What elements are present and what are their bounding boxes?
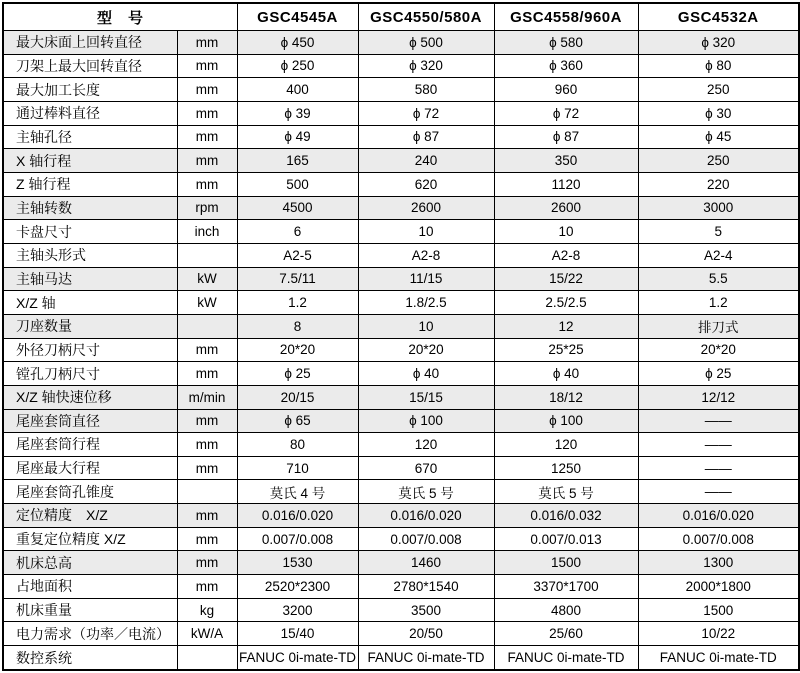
spec-value-gsc4545a: 500 [237,172,358,196]
spec-row [3,646,799,670]
spec-value-gsc4558-960a: 1250 [494,456,638,480]
spec-value-gsc4545a: 2520*2300 [237,575,358,599]
spec-row [3,101,799,125]
spec-row [3,456,799,480]
spec-value-gsc4545a: 20*20 [237,338,358,362]
spec-label: 主轴马达 [3,267,177,291]
spec-value-gsc4545a: ϕ 65 [237,409,358,433]
spec-value-gsc4532a: FANUC 0i-mate-TD [638,646,799,670]
spec-value-gsc4558-960a: FANUC 0i-mate-TD [494,646,638,670]
spec-value-gsc4550-580a: 620 [358,172,494,196]
spec-value-gsc4532a: —— [638,433,799,457]
spec-value-gsc4545a: 3200 [237,598,358,622]
spec-row [3,125,799,149]
spec-value-gsc4532a: 250 [638,149,799,173]
spec-label: X 轴行程 [3,149,177,173]
spec-label: 通过棒料直径 [3,101,177,125]
spec-value-gsc4545a: 莫氏 4 号 [237,480,358,504]
spec-label: 重复定位精度 X/Z [3,527,177,551]
spec-value-gsc4545a: 4500 [237,196,358,220]
spec-value-gsc4550-580a: 670 [358,456,494,480]
spec-value-gsc4532a: 20*20 [638,338,799,362]
spec-row [3,362,799,386]
spec-value-gsc4532a: —— [638,409,799,433]
spec-unit: kW [177,291,237,315]
spec-unit: mm [177,456,237,480]
spec-value-gsc4558-960a: 1500 [494,551,638,575]
spec-label: 外径刀柄尺寸 [3,338,177,362]
spec-value-gsc4558-960a: 350 [494,149,638,173]
spec-value-gsc4550-580a: ϕ 72 [358,101,494,125]
spec-row [3,598,799,622]
spec-value-gsc4545a: 165 [237,149,358,173]
spec-label: 刀座数量 [3,314,177,338]
spec-value-gsc4558-960a: 18/12 [494,385,638,409]
spec-value-gsc4558-960a: 120 [494,433,638,457]
spec-unit: mm [177,551,237,575]
spec-row [3,527,799,551]
spec-label: 最大床面上回转直径 [3,31,177,55]
spec-value-gsc4558-960a: 25*25 [494,338,638,362]
spec-unit: mm [177,101,237,125]
spec-unit [177,243,237,267]
spec-value-gsc4550-580a: 15/15 [358,385,494,409]
spec-value-gsc4550-580a: 20/50 [358,622,494,646]
model-header-label: 型 号 [3,3,237,31]
spec-value-gsc4558-960a: 1120 [494,172,638,196]
spec-unit: inch [177,220,237,244]
spec-value-gsc4545a: 0.016/0.020 [237,504,358,528]
spec-row [3,504,799,528]
spec-value-gsc4558-960a: 10 [494,220,638,244]
spec-unit [177,480,237,504]
spec-value-gsc4545a: 710 [237,456,358,480]
spec-value-gsc4532a: —— [638,480,799,504]
spec-value-gsc4532a: 5 [638,220,799,244]
spec-unit [177,646,237,670]
spec-value-gsc4550-580a: 1460 [358,551,494,575]
spec-value-gsc4550-580a: 2600 [358,196,494,220]
spec-value-gsc4558-960a: 12 [494,314,638,338]
spec-unit: kg [177,598,237,622]
spec-value-gsc4532a: 1500 [638,598,799,622]
spec-label: 主轴头形式 [3,243,177,267]
spec-label: 尾座套筒行程 [3,433,177,457]
spec-value-gsc4532a: 10/22 [638,622,799,646]
spec-value-gsc4532a: 0.007/0.008 [638,527,799,551]
spec-value-gsc4545a: ϕ 39 [237,101,358,125]
spec-value-gsc4550-580a: 10 [358,220,494,244]
spec-value-gsc4550-580a: 1.8/2.5 [358,291,494,315]
spec-row [3,314,799,338]
spec-label: 数控系统 [3,646,177,670]
spec-label: X/Z 轴快速位移 [3,385,177,409]
spec-row [3,243,799,267]
spec-value-gsc4545a: 8 [237,314,358,338]
spec-value-gsc4532a: 12/12 [638,385,799,409]
spec-value-gsc4550-580a: 20*20 [358,338,494,362]
spec-value-gsc4558-960a: 莫氏 5 号 [494,480,638,504]
spec-value-gsc4558-960a: 15/22 [494,267,638,291]
spec-value-gsc4545a: 6 [237,220,358,244]
spec-unit: mm [177,409,237,433]
spec-value-gsc4550-580a: FANUC 0i-mate-TD [358,646,494,670]
spec-value-gsc4532a: 0.016/0.020 [638,504,799,528]
spec-label: 定位精度 X/Z [3,504,177,528]
spec-unit: mm [177,575,237,599]
spec-label: 机床重量 [3,598,177,622]
spec-value-gsc4545a: 7.5/11 [237,267,358,291]
spec-value-gsc4550-580a: 10 [358,314,494,338]
spec-value-gsc4545a: FANUC 0i-mate-TD [237,646,358,670]
spec-unit [177,314,237,338]
spec-label: 机床总高 [3,551,177,575]
spec-unit: mm [177,362,237,386]
spec-unit: mm [177,338,237,362]
spec-value-gsc4532a: ϕ 320 [638,31,799,55]
spec-row [3,31,799,55]
spec-value-gsc4558-960a: ϕ 72 [494,101,638,125]
spec-value-gsc4558-960a: 0.016/0.032 [494,504,638,528]
spec-unit: kW [177,267,237,291]
spec-row [3,433,799,457]
spec-unit: rpm [177,196,237,220]
spec-row [3,220,799,244]
spec-value-gsc4558-960a: 0.007/0.013 [494,527,638,551]
spec-value-gsc4532a: A2-4 [638,243,799,267]
spec-unit: mm [177,433,237,457]
spec-label: 最大加工长度 [3,78,177,102]
spec-value-gsc4558-960a: 3370*1700 [494,575,638,599]
spec-value-gsc4532a: 2000*1800 [638,575,799,599]
spec-row [3,551,799,575]
spec-value-gsc4550-580a: 0.016/0.020 [358,504,494,528]
spec-value-gsc4532a: ϕ 45 [638,125,799,149]
spec-value-gsc4545a: 80 [237,433,358,457]
spec-value-gsc4550-580a: 120 [358,433,494,457]
spec-unit: mm [177,78,237,102]
spec-row [3,480,799,504]
spec-value-gsc4532a: 250 [638,78,799,102]
spec-row [3,338,799,362]
spec-value-gsc4532a: 3000 [638,196,799,220]
spec-value-gsc4550-580a: ϕ 87 [358,125,494,149]
spec-label: 刀架上最大回转直径 [3,54,177,78]
spec-value-gsc4558-960a: 2.5/2.5 [494,291,638,315]
model-header-gsc4545a: GSC4545A [237,3,358,31]
spec-value-gsc4532a: ϕ 25 [638,362,799,386]
spec-table-body [3,31,799,671]
spec-value-gsc4545a: ϕ 25 [237,362,358,386]
spec-label: 主轴孔径 [3,125,177,149]
model-header-gsc4550-580a: GSC4550/580A [358,3,494,31]
spec-value-gsc4545a: ϕ 250 [237,54,358,78]
spec-value-gsc4558-960a: 4800 [494,598,638,622]
spec-value-gsc4550-580a: 0.007/0.008 [358,527,494,551]
spec-value-gsc4532a: 排刀式 [638,314,799,338]
spec-label: Z 轴行程 [3,172,177,196]
spec-row [3,172,799,196]
spec-value-gsc4558-960a: ϕ 580 [494,31,638,55]
spec-row [3,54,799,78]
spec-unit: mm [177,172,237,196]
spec-label: 主轴转数 [3,196,177,220]
spec-value-gsc4558-960a: 2600 [494,196,638,220]
spec-value-gsc4550-580a: ϕ 320 [358,54,494,78]
spec-value-gsc4550-580a: 莫氏 5 号 [358,480,494,504]
spec-row [3,622,799,646]
spec-value-gsc4558-960a: ϕ 40 [494,362,638,386]
spec-row [3,267,799,291]
spec-value-gsc4532a: —— [638,456,799,480]
spec-row [3,575,799,599]
spec-value-gsc4545a: 0.007/0.008 [237,527,358,551]
spec-label: 尾座最大行程 [3,456,177,480]
header-row [3,3,799,31]
spec-unit: kW/A [177,622,237,646]
spec-unit: mm [177,31,237,55]
machine-spec-table [2,2,800,671]
spec-value-gsc4550-580a: 11/15 [358,267,494,291]
spec-label: 占地面积 [3,575,177,599]
spec-label: X/Z 轴 [3,291,177,315]
spec-row [3,149,799,173]
spec-unit: mm [177,527,237,551]
spec-value-gsc4532a: ϕ 30 [638,101,799,125]
spec-value-gsc4558-960a: ϕ 360 [494,54,638,78]
spec-label: 镗孔刀柄尺寸 [3,362,177,386]
spec-value-gsc4550-580a: 3500 [358,598,494,622]
spec-label: 尾座套筒直径 [3,409,177,433]
spec-value-gsc4550-580a: ϕ 500 [358,31,494,55]
spec-value-gsc4550-580a: ϕ 40 [358,362,494,386]
spec-label: 尾座套筒孔锥度 [3,480,177,504]
spec-value-gsc4558-960a: ϕ 100 [494,409,638,433]
spec-unit: mm [177,125,237,149]
spec-value-gsc4532a: 5.5 [638,267,799,291]
spec-value-gsc4532a: 1300 [638,551,799,575]
spec-label: 电力需求（功率／电流） [3,622,177,646]
spec-value-gsc4532a: 1.2 [638,291,799,315]
spec-value-gsc4550-580a: A2-8 [358,243,494,267]
spec-value-gsc4545a: ϕ 450 [237,31,358,55]
spec-row [3,291,799,315]
model-header-gsc4558-960a: GSC4558/960A [494,3,638,31]
spec-value-gsc4545a: 1530 [237,551,358,575]
spec-value-gsc4550-580a: 240 [358,149,494,173]
spec-value-gsc4550-580a: 580 [358,78,494,102]
spec-value-gsc4558-960a: 25/60 [494,622,638,646]
spec-value-gsc4558-960a: A2-8 [494,243,638,267]
spec-unit: mm [177,149,237,173]
spec-unit: m/min [177,385,237,409]
spec-value-gsc4545a: 20/15 [237,385,358,409]
spec-row [3,409,799,433]
spec-unit: mm [177,54,237,78]
spec-row [3,78,799,102]
spec-value-gsc4532a: ϕ 80 [638,54,799,78]
spec-value-gsc4545a: ϕ 49 [237,125,358,149]
spec-value-gsc4545a: 15/40 [237,622,358,646]
spec-row [3,196,799,220]
spec-value-gsc4532a: 220 [638,172,799,196]
spec-value-gsc4545a: A2-5 [237,243,358,267]
spec-value-gsc4550-580a: 2780*1540 [358,575,494,599]
spec-value-gsc4558-960a: 960 [494,78,638,102]
spec-value-gsc4558-960a: ϕ 87 [494,125,638,149]
model-header-gsc4532a: GSC4532A [638,3,799,31]
spec-value-gsc4545a: 1.2 [237,291,358,315]
spec-value-gsc4545a: 400 [237,78,358,102]
spec-label: 卡盘尺寸 [3,220,177,244]
spec-unit: mm [177,504,237,528]
spec-row [3,385,799,409]
spec-value-gsc4550-580a: ϕ 100 [358,409,494,433]
